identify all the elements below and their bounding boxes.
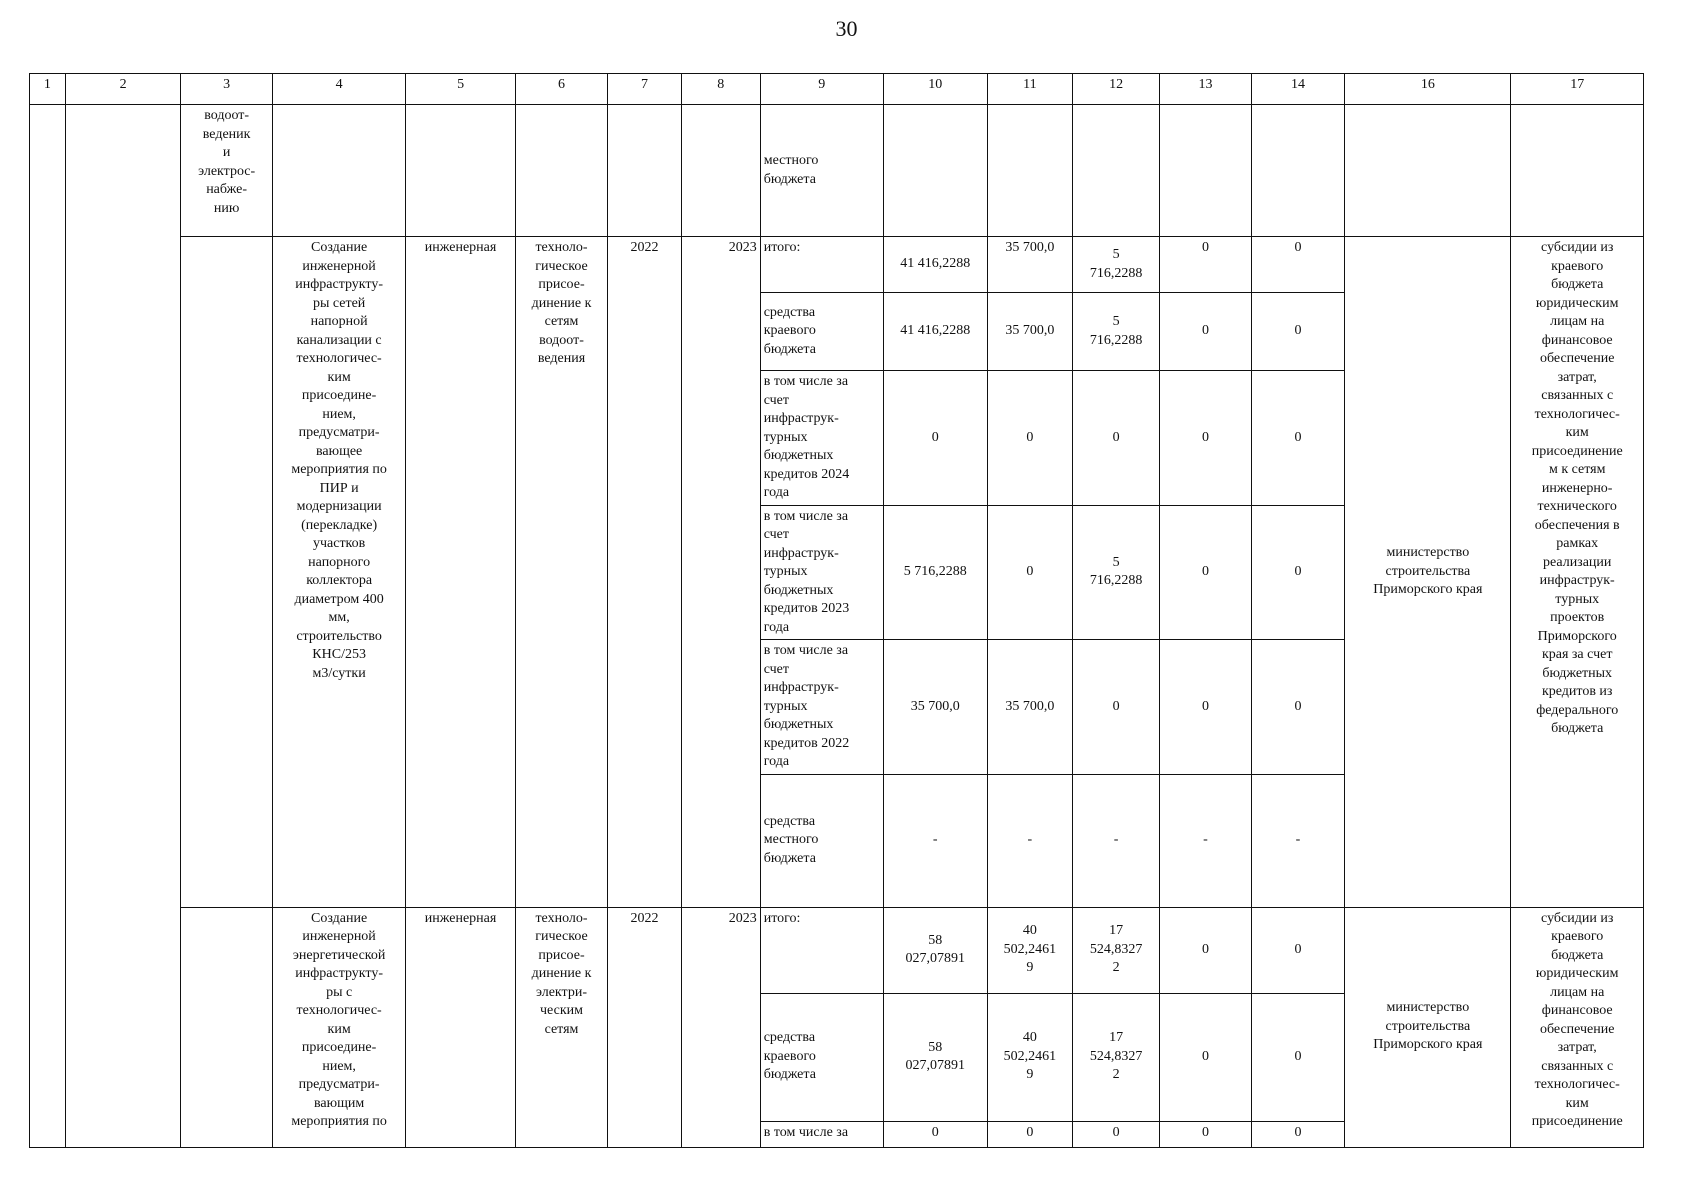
- header-cell: 3: [181, 74, 272, 105]
- empty-cell: [883, 105, 987, 237]
- end-year: 2023: [681, 237, 760, 908]
- header-cell: 14: [1251, 74, 1345, 105]
- header-cell: 16: [1345, 74, 1511, 105]
- empty-cell: [1345, 105, 1511, 237]
- amount-2023: 17 524,8327 2: [1072, 907, 1159, 993]
- empty-cell: [1072, 105, 1159, 237]
- responsible-executor: министерство строительства Приморского края: [1345, 237, 1511, 908]
- end-year: 2023: [681, 907, 760, 1147]
- amount-2025: 0: [1251, 237, 1345, 293]
- empty-cell: [272, 105, 406, 237]
- amount-total: 41 416,2288: [883, 237, 987, 293]
- amount-2025: -: [1251, 774, 1345, 907]
- header-cell: 7: [608, 74, 682, 105]
- header-row: [30, 74, 1644, 105]
- project-name: Создание инженерной инфраструкту- ры сетей напорной канализации с технологичес- ким присоедине- нием, предусматри- вающее мероприятия по ПИР и модернизации (перекладке) участков напорного коллектора диаметром 400 мм, строительство КНС/253 м3/сутки: [272, 237, 406, 908]
- amount-2024: 0: [1160, 371, 1251, 506]
- header-cell: 12: [1072, 74, 1159, 105]
- amount-total: -: [883, 774, 987, 907]
- amount-2022: 0: [987, 371, 1072, 506]
- responsible-executor: министерство строительства Приморского края: [1345, 907, 1511, 1147]
- header-cell: 6: [515, 74, 608, 105]
- continued-col3: водоот- веденик и электрос- набже- нию: [181, 105, 272, 237]
- empty-cell: [1160, 105, 1251, 237]
- amount-2023: 0: [1072, 1121, 1159, 1147]
- amount-2022: 35 700,0: [987, 237, 1072, 293]
- col1-cell: [30, 105, 66, 1148]
- header-cell: 13: [1160, 74, 1251, 105]
- empty-cell: [406, 105, 515, 237]
- amount-total: 58 027,07891: [883, 907, 987, 993]
- amount-2024: 0: [1160, 1121, 1251, 1147]
- funding-source-label: итого:: [760, 237, 883, 293]
- amount-2022: 35 700,0: [987, 293, 1072, 371]
- empty-cell: [681, 105, 760, 237]
- amount-2024: 0: [1160, 640, 1251, 775]
- project-purpose: техноло- гическое присое- динение к электри- ческим сетям: [515, 907, 608, 1147]
- table-row: [30, 237, 1644, 293]
- amount-total: 0: [883, 371, 987, 506]
- amount-2025: 0: [1251, 505, 1345, 640]
- continued-source-label: местного бюджета: [760, 105, 883, 237]
- amount-2022: 35 700,0: [987, 640, 1072, 775]
- amount-2024: 0: [1160, 237, 1251, 293]
- amount-total: 41 416,2288: [883, 293, 987, 371]
- header-cell: 4: [272, 74, 406, 105]
- infrastructure-type: инженерная: [406, 907, 515, 1147]
- amount-2025: 0: [1251, 907, 1345, 993]
- funding-source-label: в том числе за счет инфраструк- турных бюджетных кредитов 2022 года: [760, 640, 883, 775]
- empty-cell: [181, 237, 272, 908]
- funding-source-label: средства местного бюджета: [760, 774, 883, 907]
- funding-source-label: в том числе за счет инфраструк- турных бюджетных кредитов 2023 года: [760, 505, 883, 640]
- col2-cell: [65, 105, 181, 1148]
- amount-2024: -: [1160, 774, 1251, 907]
- amount-2025: 0: [1251, 371, 1345, 506]
- amount-2025: 0: [1251, 293, 1345, 371]
- amount-2023: 5 716,2288: [1072, 293, 1159, 371]
- infrastructure-type: инженерная: [406, 237, 515, 908]
- amount-2023: 17 524,8327 2: [1072, 993, 1159, 1121]
- amount-2022: 0: [987, 1121, 1072, 1147]
- amount-2023: 5 716,2288: [1072, 505, 1159, 640]
- page-number: 30: [835, 16, 858, 41]
- table-row: [30, 907, 1644, 993]
- amount-2025: 0: [1251, 993, 1345, 1121]
- project-purpose: техноло- гическое присое- динение к сетям водоот- ведения: [515, 237, 608, 908]
- project-name: Создание инженерной энергетической инфраструкту- ры с технологичес- ким присоедине- нием, предусматри- вающим мероприятия по: [272, 907, 406, 1147]
- amount-2022: 0: [987, 505, 1072, 640]
- start-year: 2022: [608, 237, 682, 908]
- amount-2022: 40 502,2461 9: [987, 907, 1072, 993]
- header-cell: 5: [406, 74, 515, 105]
- amount-2024: 0: [1160, 505, 1251, 640]
- amount-2023: 0: [1072, 640, 1159, 775]
- empty-cell: [1511, 105, 1644, 237]
- header-cell: 11: [987, 74, 1072, 105]
- empty-cell: [515, 105, 608, 237]
- amount-2025: 0: [1251, 1121, 1345, 1147]
- header-cell: 8: [681, 74, 760, 105]
- funding-note: субсидии из краевого бюджета юридическим лицам на финансовое обеспечение затрат, связанных с технологичес- ким присоединение м к сетям инженерно- технического обеспечения в рамках реализации инфраструк- турных проектов Приморского края за счет бюджетных кредитов из федерального бюджета: [1511, 237, 1644, 908]
- funding-source-label: в том числе за: [760, 1121, 883, 1147]
- amount-2023: -: [1072, 774, 1159, 907]
- amount-total: 0: [883, 1121, 987, 1147]
- amount-2022: -: [987, 774, 1072, 907]
- start-year: 2022: [608, 907, 682, 1147]
- header-cell: 10: [883, 74, 987, 105]
- amount-2022: 40 502,2461 9: [987, 993, 1072, 1121]
- continuation-row: [30, 105, 1644, 237]
- empty-cell: [1251, 105, 1345, 237]
- amount-2023: 0: [1072, 371, 1159, 506]
- funding-source-label: в том числе за счет инфраструк- турных бюджетных кредитов 2024 года: [760, 371, 883, 506]
- header-cell: 17: [1511, 74, 1644, 105]
- amount-2024: 0: [1160, 293, 1251, 371]
- amount-total: 35 700,0: [883, 640, 987, 775]
- funding-source-label: средства краевого бюджета: [760, 293, 883, 371]
- empty-cell: [987, 105, 1072, 237]
- header-cell: 1: [30, 74, 66, 105]
- empty-cell: [608, 105, 682, 237]
- header-cell: 2: [65, 74, 181, 105]
- amount-total: 5 716,2288: [883, 505, 987, 640]
- funding-source-label: итого:: [760, 907, 883, 993]
- program-table: [29, 73, 1644, 1148]
- empty-cell: [181, 907, 272, 1147]
- amount-total: 58 027,07891: [883, 993, 987, 1121]
- amount-2024: 0: [1160, 907, 1251, 993]
- header-cell: 9: [760, 74, 883, 105]
- amount-2023: 5 716,2288: [1072, 237, 1159, 293]
- funding-note: субсидии из краевого бюджета юридическим лицам на финансовое обеспечение затрат, связанных с технологичес- ким присоединение: [1511, 907, 1644, 1147]
- funding-source-label: средства краевого бюджета: [760, 993, 883, 1121]
- amount-2024: 0: [1160, 993, 1251, 1121]
- amount-2025: 0: [1251, 640, 1345, 775]
